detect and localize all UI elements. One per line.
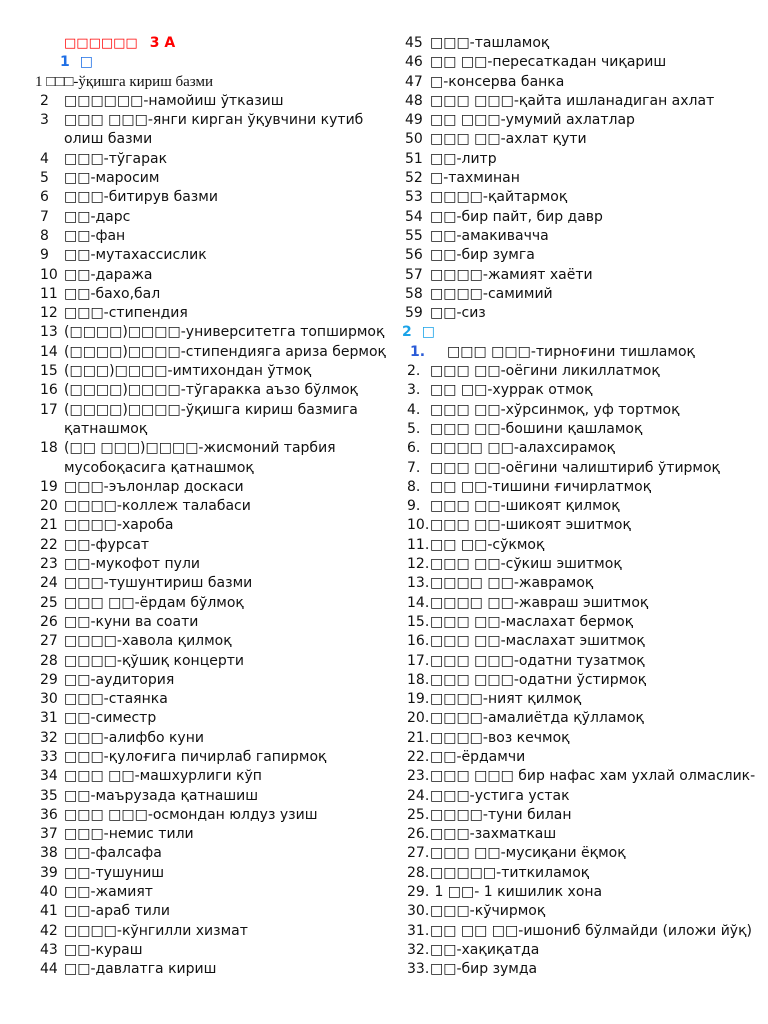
item-number: 11	[40, 285, 58, 302]
item-number: 23	[40, 556, 58, 573]
item-text: □□-маросим	[64, 170, 160, 187]
item-text: □□-сиз	[430, 305, 486, 322]
vocab-item	[0, 285, 392, 304]
vocab-item	[0, 401, 392, 440]
item-text: □□-ёрдамчи	[430, 748, 526, 765]
vocab-item	[0, 767, 392, 786]
section-title-text: □	[421, 324, 435, 341]
vocab-item	[400, 671, 768, 690]
item-text: □□□ □□□-қайта ишланадиган ахлат	[430, 92, 715, 109]
vocab-item	[0, 806, 392, 825]
item-number: 4	[40, 150, 49, 167]
item-number: 14.	[407, 594, 430, 611]
vocab-item	[0, 246, 392, 265]
item-text: □□-фурсат	[64, 536, 150, 553]
item-number: 33.	[407, 961, 430, 978]
vocab-item	[400, 304, 768, 323]
item-number: 4.	[407, 401, 421, 418]
vocab-item	[0, 941, 392, 960]
item-text: □□-бир зумда	[430, 961, 538, 978]
vocab-item	[400, 941, 768, 960]
item-text: □□□ □□□-тирноғини тишламоқ	[447, 343, 695, 360]
item-number: 27.	[407, 845, 430, 862]
vocab-list-left	[0, 92, 392, 980]
item-number: 32	[40, 729, 58, 746]
vocab-item	[0, 555, 392, 574]
item-number: 1.	[410, 343, 426, 360]
item-number: 15	[40, 363, 58, 380]
item-number: 24	[40, 575, 58, 592]
item-text: (□□□□)□□□□-стипендияга ариза бермоқ	[64, 343, 387, 360]
heading-label: 3 A	[149, 35, 176, 51]
vocab-item	[0, 208, 392, 227]
item-number: 48	[405, 92, 423, 109]
vocab-item	[400, 516, 768, 535]
item-number: 20	[40, 498, 58, 515]
vocab-item	[400, 825, 768, 844]
vocab-item	[0, 439, 392, 478]
vocab-item	[400, 343, 768, 362]
item-number: 28.	[407, 864, 430, 881]
heading-boxes: □□□□□□	[64, 36, 138, 51]
item-number: 33	[40, 748, 58, 765]
vocab-item	[0, 516, 392, 535]
item-text: □□□ □□-оёгини ликиллатмоқ	[430, 363, 660, 380]
item-number: 17	[40, 401, 58, 418]
item-text: □□□□-туни билан	[430, 806, 572, 823]
item-number: 43	[40, 941, 58, 958]
item-number: 29.	[407, 884, 430, 901]
item-number: 53	[405, 189, 423, 206]
item-text: □□□-қулоғига пичирлаб гапирмоқ	[64, 748, 327, 765]
item-text: □□□-стипендия	[64, 305, 188, 322]
vocab-item	[0, 266, 392, 285]
item-number: 41	[40, 903, 58, 920]
vocab-item	[400, 130, 768, 149]
item-text: □□□□-қайтармоқ	[430, 189, 568, 206]
item-number: 42	[40, 922, 58, 939]
item-text: □□-дарс	[64, 208, 131, 225]
vocab-item	[0, 902, 392, 921]
item-text: □□□-захматкаш	[430, 826, 557, 843]
item-text: □□□ □□-ахлат қути	[430, 131, 587, 148]
item-number: 16.	[407, 633, 430, 650]
vocab-item	[400, 632, 768, 651]
item-text: □□□-битирув базми	[64, 189, 218, 206]
item-text: □□-мукофот пули	[64, 556, 201, 573]
item-number: 11.	[407, 536, 430, 553]
right-column	[400, 34, 768, 980]
vocab-item	[400, 748, 768, 767]
item-number: 22	[40, 536, 58, 553]
item-number: 52	[405, 170, 423, 187]
item-number: 5.	[407, 420, 421, 437]
item-number: 49	[405, 112, 423, 129]
item-number: 46	[405, 54, 423, 71]
vocab-item	[0, 960, 392, 979]
vocab-item	[0, 613, 392, 632]
vocab-item	[0, 748, 392, 767]
item-number: 24.	[407, 787, 430, 804]
item-text: □□-симестр	[64, 710, 157, 727]
item-number: 20.	[407, 710, 430, 727]
item-text: □□ □□□-умумий ахлатлар	[430, 112, 635, 129]
vocab-item	[400, 227, 768, 246]
vocab-item	[400, 594, 768, 613]
item-text: □□-амакивачча	[430, 227, 549, 244]
item-text: □-консерва банка	[430, 73, 565, 90]
item-text: □□-бахо,бал	[64, 285, 161, 302]
vocab-item	[400, 420, 768, 439]
vocab-item	[0, 227, 392, 246]
item-number: 31	[40, 710, 58, 727]
item-text: □□□ □□□-одатни тузатмоқ	[430, 652, 645, 669]
vocab-item	[400, 555, 768, 574]
item-text: □□□ □□-машхурлиги кўп	[64, 768, 262, 785]
vocab-item	[400, 150, 768, 169]
section-number: 2	[402, 324, 412, 341]
vocab-item	[0, 787, 392, 806]
item-number: 25	[40, 594, 58, 611]
vocab-item	[0, 922, 392, 941]
item-text: □□□ □□□-осмондан юлдуз узиш	[64, 806, 318, 823]
vocab-item	[0, 709, 392, 728]
item-text: □□-фалсафа	[64, 845, 162, 862]
item-text: (□□□□)□□□□-тўгаракка аъзо бўлмоқ	[64, 382, 358, 399]
item-text: □□□□-самимий	[430, 285, 553, 302]
item-text: □□-жамият	[64, 884, 153, 901]
item-text: □□□ □□-ёрдам бўлмоқ	[64, 594, 244, 611]
item-number: 44	[40, 961, 58, 978]
vocab-item	[400, 652, 768, 671]
item-number: 3.	[407, 382, 421, 399]
item-text: □□□-эълонлар доскаси	[64, 478, 244, 495]
item-number: 15.	[407, 613, 430, 630]
item-number: 34	[40, 768, 58, 785]
vocab-item	[400, 806, 768, 825]
vocab-item	[400, 902, 768, 921]
item-text: □□□ □□□-одатни ўстирмоқ	[430, 671, 647, 688]
vocab-item	[400, 922, 768, 941]
item-number: 57	[405, 266, 423, 283]
vocab-item	[400, 960, 768, 979]
vocab-item	[400, 266, 768, 285]
item-text: □□-кураш	[64, 941, 143, 958]
item-text: □□ □□ □□-ишониб бўлмайди (иложи йўқ)	[430, 922, 752, 939]
item-text: □□ □□-тишини ғичирлатмоқ	[430, 478, 652, 495]
item-text: □□□ □□-бошини қашламоқ	[430, 420, 643, 437]
item-number: 22.	[407, 748, 430, 765]
vocab-item	[0, 381, 392, 400]
vocab-item	[0, 690, 392, 709]
item-number: 8	[40, 227, 49, 244]
item-text: □□□□-кўнгилли хизмат	[64, 922, 248, 939]
item-text: □□□ □□-хўрсинмоқ, уф тортмоқ	[430, 401, 680, 418]
item-number: 28	[40, 652, 58, 669]
item-text: □□□□ □□-жаврамоқ	[430, 575, 594, 592]
item-text: □□□□-коллеж талабаси	[64, 498, 251, 515]
item-text: □□□ □□□ бир нафас хам ухлай олмаслик-	[430, 768, 756, 785]
vocab-item	[400, 401, 768, 420]
item-text: (□□□□)□□□□-университетга топширмоқ	[64, 324, 385, 341]
item-number: 54	[405, 208, 423, 225]
item-number: 21	[40, 517, 58, 534]
vocab-item	[400, 92, 768, 111]
item-text: □□□□-хароба	[64, 517, 174, 534]
vocab-item	[0, 362, 392, 381]
vocab-item	[0, 825, 392, 844]
item-text: □□□ □□-мусиқани ёқмоқ	[430, 845, 626, 862]
item-text: □□ □□-сўкмоқ	[430, 536, 545, 553]
item-number: 31.	[407, 922, 430, 939]
item-number: 58	[405, 285, 423, 302]
item-text: □□□□-ният қилмоқ	[430, 691, 582, 708]
vocab-item	[400, 709, 768, 728]
item-number: 14	[40, 343, 58, 360]
item-number: 56	[405, 247, 423, 264]
item-number: 13	[40, 324, 58, 341]
left-column	[0, 34, 392, 980]
item-number: 9	[40, 247, 49, 264]
item-text: □□-литр	[430, 150, 497, 167]
section-title-text: □	[79, 54, 93, 71]
item-number: 32.	[407, 941, 430, 958]
item-text: □□-бир зумга	[430, 247, 535, 264]
item-text: □□ □□-пересаткадан чиқариш	[430, 54, 667, 71]
vocab-item	[0, 478, 392, 497]
item-text: □□□-кўчирмоқ	[430, 903, 546, 920]
item-number: 9.	[407, 498, 421, 515]
item-number: 36	[40, 806, 58, 823]
vocab-item	[400, 613, 768, 632]
item-number: 35	[40, 787, 58, 804]
item-text: (□□ □□□)□□□□-жисмоний тарбия мусобоқасига қатнашмоқ	[64, 440, 336, 476]
vocab-item	[0, 729, 392, 748]
vocab-item	[0, 150, 392, 169]
item-text: □□□□-воз кечмоқ	[430, 729, 570, 746]
item-text: □□-араб тили	[64, 903, 170, 920]
lesson-heading	[0, 34, 392, 53]
item-text: □□-куни ва соати	[64, 613, 199, 630]
item-text: □□-бир пайт, бир давр	[430, 208, 603, 225]
item-text: □□□ □□-шикоят қилмоқ	[430, 498, 620, 515]
vocab-item	[0, 497, 392, 516]
item-number: 40	[40, 884, 58, 901]
vocab-item	[400, 111, 768, 130]
item-text: □□ □□-хуррак отмоқ	[430, 382, 593, 399]
vocab-item	[400, 188, 768, 207]
vocab-item	[400, 246, 768, 265]
item-text: □□-тушуниш	[64, 864, 165, 881]
vocab-item	[400, 459, 768, 478]
item-text: □□□□-жамият хаёти	[430, 266, 593, 283]
vocab-item	[0, 188, 392, 207]
item-text: □□□ □□-сўкиш эшитмоқ	[430, 556, 622, 573]
vocab-item	[0, 92, 392, 111]
vocab-item	[400, 729, 768, 748]
item-number: 5	[40, 170, 49, 187]
vocab-item	[400, 34, 768, 53]
vocab-item	[400, 883, 768, 902]
vocab-item	[400, 864, 768, 883]
item-number: 30	[40, 691, 58, 708]
vocab-item	[0, 304, 392, 323]
vocab-item	[400, 381, 768, 400]
section-title-2	[400, 323, 768, 342]
vocab-item	[400, 73, 768, 92]
item-number: 8.	[407, 478, 421, 495]
item-number: 27	[40, 633, 58, 650]
item-number: 12	[40, 305, 58, 322]
item-number: 30.	[407, 903, 430, 920]
item-number: 18.	[407, 671, 430, 688]
item-text: □□□-немис тили	[64, 826, 194, 843]
section-title-1	[0, 53, 392, 72]
item-number: 26	[40, 613, 58, 630]
item-text: □□□-стаянка	[64, 691, 168, 708]
item-number: 25.	[407, 806, 430, 823]
vocab-item	[0, 652, 392, 671]
item-text: □□□ □□-оёгини чалиштириб ўтирмоқ	[430, 459, 721, 476]
item-number: 18	[40, 440, 58, 457]
vocab-item	[400, 53, 768, 72]
vocab-item	[400, 169, 768, 188]
vocab-item	[400, 574, 768, 593]
item-text: □-тахминан	[430, 170, 520, 187]
item-number: 12.	[407, 556, 430, 573]
vocab-item	[0, 671, 392, 690]
item-text: □□-маърузада қатнашиш	[64, 787, 259, 804]
item-text: □□□□□-титкиламоқ	[430, 864, 590, 881]
vocab-item	[400, 362, 768, 381]
item-text: □□□ □□-маслахат эшитмоқ	[430, 633, 645, 650]
item-number: 17.	[407, 652, 430, 669]
vocab-item	[0, 632, 392, 651]
vocab-item	[0, 536, 392, 555]
item-number: 7.	[407, 459, 421, 476]
item-text: □□-фан	[64, 227, 126, 244]
vocab-item	[400, 497, 768, 516]
vocab-item	[0, 343, 392, 362]
vocab-item	[0, 169, 392, 188]
item-text: □□□□ □□-алахсирамоқ	[430, 440, 616, 457]
item-text: □□-даража	[64, 266, 153, 283]
item-number: 47	[405, 73, 423, 90]
item-number: 21.	[407, 729, 430, 746]
item-number: 2.	[407, 363, 421, 380]
item-number: 26.	[407, 826, 430, 843]
item-number: 39	[40, 864, 58, 881]
vocab-list-right	[400, 34, 768, 323]
vocab-item	[400, 208, 768, 227]
vocab-item	[400, 439, 768, 458]
item-number: 10.	[407, 517, 430, 534]
item-text: □□-мутахассислик	[64, 247, 207, 264]
vocab-item	[400, 536, 768, 555]
item-text: 1 □□- 1 кишилик хона	[430, 884, 603, 901]
item-number: 59	[405, 305, 423, 322]
item-number: 51	[405, 150, 423, 167]
item-number: 6.	[407, 440, 421, 457]
item-text: □□□□ □□-жавраш эшитмоқ	[430, 594, 649, 611]
item-number: 13.	[407, 575, 430, 592]
vocab-item	[0, 864, 392, 883]
vocab-item	[0, 323, 392, 342]
item-number: 19.	[407, 691, 430, 708]
item-number: 16	[40, 382, 58, 399]
item-number: 38	[40, 845, 58, 862]
vocab-item	[0, 883, 392, 902]
item-number: 3	[40, 112, 49, 129]
item-text: □□□ □□□-янги кирган ўқувчини кутиб олиш базми	[64, 112, 364, 148]
item-text: □□□-тушунтириш базми	[64, 575, 253, 592]
item-number: 7	[40, 208, 49, 225]
item-text: □□□ □□-шикоят эшитмоқ	[430, 517, 631, 534]
item-text: □□□□-амалиётда қўлламоқ	[430, 710, 645, 727]
item-text: □□□□□□-намойиш ўтказиш	[64, 92, 284, 109]
item-number: 23.	[407, 768, 430, 785]
vocab-item	[400, 690, 768, 709]
vocab-item	[0, 844, 392, 863]
vocab-item	[400, 787, 768, 806]
item-text: □□□-устига устак	[430, 787, 570, 804]
item-text: □□□-алифбо куни	[64, 729, 204, 746]
item-number: 50	[405, 131, 423, 148]
item-number: 45	[405, 35, 423, 51]
item-text: (□□□)□□□□-имтихондан ўтмоқ	[64, 363, 312, 380]
item-text: □□□□-хавола қилмоқ	[64, 633, 232, 650]
vocab-item	[0, 111, 392, 150]
vocab-item	[0, 594, 392, 613]
item-text: □□□ □□-маслахат бермоқ	[430, 613, 634, 630]
vocab-item	[400, 285, 768, 304]
intro-item: 1 □□□-ўқишга кириш базми	[35, 73, 214, 90]
item-number: 29	[40, 671, 58, 688]
item-text: □□-давлатга кириш	[64, 961, 217, 978]
vocab-item	[0, 574, 392, 593]
item-text: □□-хақиқатда	[430, 941, 540, 958]
item-text: □□-аудитория	[64, 671, 175, 688]
item-text: □□□□-қўшиқ концерти	[64, 652, 244, 669]
expression-list	[400, 343, 768, 980]
item-number: 10	[40, 266, 58, 283]
item-number: 2	[40, 92, 49, 109]
item-text: □□□-ташламоқ	[430, 35, 550, 51]
vocab-item	[400, 844, 768, 863]
vocab-item	[400, 767, 768, 786]
vocab-item	[400, 478, 768, 497]
item-number: 55	[405, 227, 423, 244]
item-number: 19	[40, 478, 58, 495]
item-number: 37	[40, 826, 58, 843]
item-text: □□□-тўгарак	[64, 150, 168, 167]
section-number: 1	[60, 54, 70, 71]
item-text: (□□□□)□□□□-ўқишга кириш базмига қатнашмоқ	[64, 401, 358, 437]
item-number: 6	[40, 189, 49, 206]
